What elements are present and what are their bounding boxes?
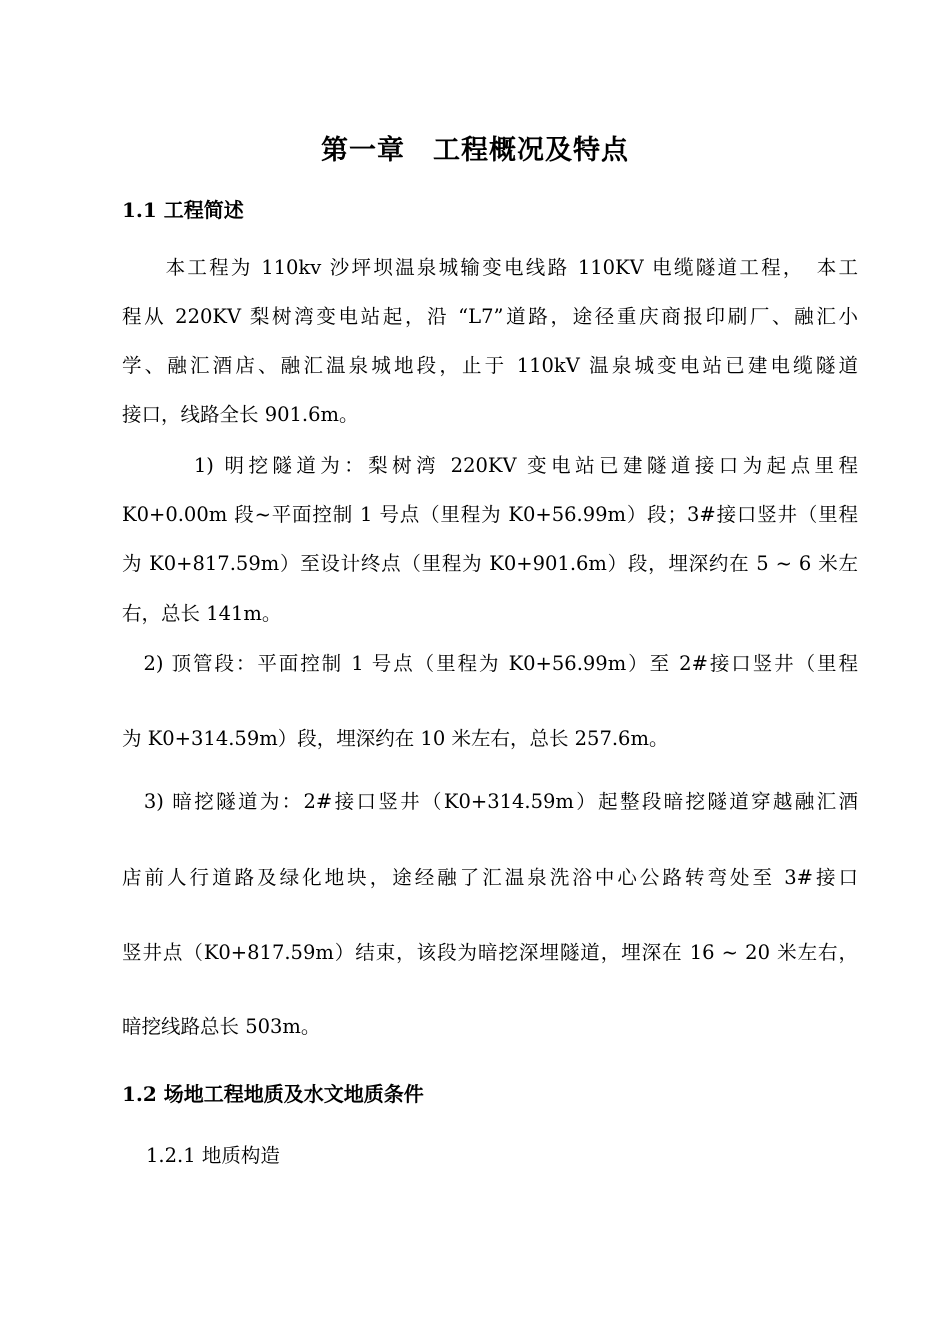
list-item-line: 为 K0+314.59m）段，埋深约在 10 米左右，总长 257.6m。: [122, 727, 669, 750]
list-item-line: K0+0.00m 段~平面控制 1 号点（里程为 K0+56.99m）段；3#接口竖井（里程: [122, 503, 858, 526]
list-item-line: 为 K0+817.59m）至设计终点（里程为 K0+901.6m）段，埋深约在 5 ~ 6 米左: [122, 552, 858, 575]
list-item-line: 竖井点（K0+817.59m）结束，该段为暗挖深埋隧道，埋深在 16 ~ 20 米左右，: [122, 941, 858, 964]
section-heading-1-1: 1.1 工程简述: [122, 198, 244, 222]
list-item-line: 1) 明挖隧道为：梨树湾 220KV 变电站已建隧道接口为起点里程: [122, 454, 858, 477]
list-item-line: 3) 暗挖隧道为：2#接口竖井（K0+314.59m）起整段暗挖隧道穿越融汇酒: [122, 790, 858, 813]
section-heading-1-2: 1.2 场地工程地质及水文地质条件: [122, 1082, 424, 1106]
paragraph-line: 程从 220KV 梨树湾变电站起，沿 “L7”道路，途径重庆商报印刷厂、融汇小: [122, 305, 858, 328]
list-item-line: 店前人行道路及绿化地块，途经融了汇温泉洗浴中心公路转弯处至 3#接口: [122, 866, 858, 889]
paragraph-line: 学、融汇酒店、融汇温泉城地段，止于 110kV 温泉城变电站已建电缆隧道: [122, 354, 858, 377]
list-item-line: 暗挖线路总长 503m。: [122, 1015, 321, 1038]
list-item-line: 2) 顶管段：平面控制 1 号点（里程为 K0+56.99m）至 2#接口竖井（里程: [122, 652, 858, 675]
paragraph-line: 本工程为 110kv 沙坪坝温泉城输变电线路 110KV 电缆隧道工程， 本工: [122, 256, 858, 279]
paragraph-line: 接口，线路全长 901.6m。: [122, 403, 359, 426]
chapter-title: 第一章 工程概况及特点: [321, 135, 629, 166]
list-item-line: 右，总长 141m。: [122, 602, 282, 625]
subsection-heading-1-2-1: 1.2.1 地质构造: [146, 1144, 280, 1167]
